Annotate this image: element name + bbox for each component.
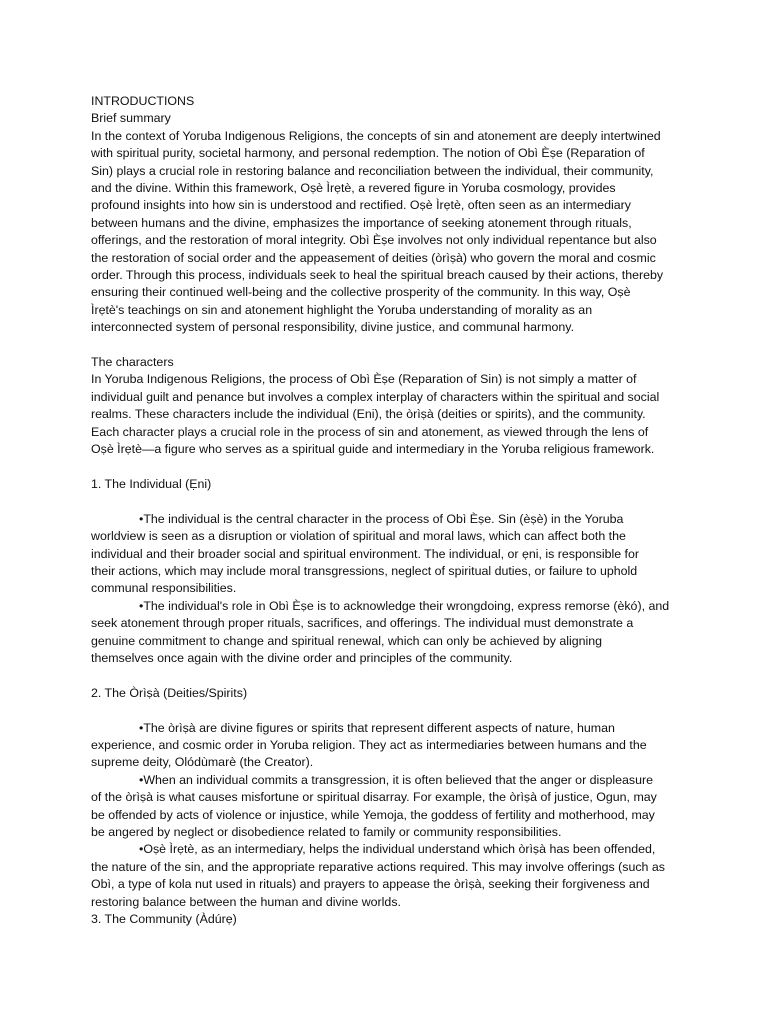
summary-line: offerings, and the restoration of moral integrity. Obì Èṣe involves not only individual repentance but also xyxy=(91,233,657,248)
summary-line: Sin) plays a crucial role in restoring balance and reconciliation between the individual, their community, xyxy=(91,163,654,178)
bullet-line: •The òrìṣà are divine figures or spirits that represent different aspects of nature, human xyxy=(139,720,615,735)
individual-bullet-2 xyxy=(91,598,691,668)
summary-paragraph xyxy=(91,128,691,337)
bullet-line: restoring balance between the human and divine worlds. xyxy=(91,894,401,909)
bullet-line: seek atonement through proper rituals, sacrifices, and offerings. The individual must demonstrate a xyxy=(91,616,634,631)
bullet-line: Obì, a type of kola nut used in rituals) and prayers to appease the òrìṣà, seeking their forgiveness and xyxy=(91,877,650,892)
summary-line: ensuring their continued well-being and the collective prosperity of the community. In this way, Oṣè xyxy=(91,285,631,300)
characters-heading: The characters xyxy=(91,355,174,370)
paragraph-spacer xyxy=(91,459,691,476)
characters-line: realms. These characters include the individual (Eni), the òrìṣà (deities or spirits), and the community. xyxy=(91,407,646,422)
orisa-bullet-2 xyxy=(91,772,691,842)
bullet-line: be angered by neglect or disobedience related to family or community responsibilities. xyxy=(91,824,562,839)
characters-line: Each character plays a crucial role in the process of sin and atonement, as viewed through the lens of xyxy=(91,424,649,439)
bullet-line: be offended by acts of violence or injustice, while Yemoja, the goddess of fertility and motherhood, may xyxy=(91,807,655,822)
characters-line: Oṣè Ìrẹtè—a figure who serves as a spiritual guide and intermediary in the Yoruba religious framework. xyxy=(91,442,655,457)
summary-line: with spiritual purity, societal harmony, and personal redemption. The notion of Obì Èṣe (Reparation of xyxy=(91,146,645,161)
paragraph-spacer xyxy=(91,667,691,684)
bullet-line: their actions, which may include moral transgressions, neglect of spiritual duties, or failure to uphold xyxy=(91,563,638,578)
individual-bullet-1 xyxy=(91,511,691,598)
summary-line: and the divine. Within this framework, Oṣè Ìrẹtè, a revered figure in Yoruba cosmology, provides xyxy=(91,181,616,196)
summary-line: order. Through this process, individuals seek to heal the spiritual breach caused by their actions, thereby xyxy=(91,268,664,283)
bullet-line: of the òrìṣà is what causes misfortune or spiritual disarray. For example, the òrìṣà of justice, Ogun, may xyxy=(91,790,657,805)
bullet-line: the nature of the sin, and the appropriate reparative actions required. This may involve offerings (such as xyxy=(91,859,665,874)
characters-line: In Yoruba Indigenous Religions, the process of Obì Èṣe (Reparation of Sin) is not simply a matter of xyxy=(91,372,637,387)
section-heading-community: 3. The Community (Àdúrẹ) xyxy=(91,912,237,927)
summary-line: profound insights into how sin is understood and rectified. Oṣè Ìrẹtè, often seen as an intermediary xyxy=(91,198,631,213)
bullet-line: supreme deity, Olódùmarè (the Creator). xyxy=(91,755,314,770)
paragraph-spacer xyxy=(91,337,691,354)
section-heading-individual: 1. The Individual (Ẹni) xyxy=(91,476,212,491)
bullet-line: genuine commitment to change and spiritual renewal, which can only be achieved by aligning xyxy=(91,633,603,648)
bullet-line: •When an individual commits a transgression, it is often believed that the anger or displeasure xyxy=(139,772,654,787)
bullet-line: worldview is seen as a disruption or violation of spiritual and moral laws, which can affect both the xyxy=(91,529,626,544)
bullet-line: •The individual's role in Obì Èṣe is to acknowledge their wrongdoing, express remorse (èkó), and xyxy=(139,598,670,613)
bullet-line: •Oṣè Ìrẹtè, as an intermediary, helps the individual understand which òrìṣà has been offended, xyxy=(139,842,656,857)
bullet-line: individual and their broader social and spiritual environment. The individual, or ẹni, is responsible for xyxy=(91,546,640,561)
paragraph-spacer xyxy=(91,493,691,510)
orisa-bullet-3 xyxy=(91,841,691,911)
orisa-bullet-1 xyxy=(91,720,691,772)
summary-line: interconnected system of personal responsibility, divine justice, and communal harmony. xyxy=(91,320,575,335)
bullet-line: •The individual is the central character in the process of Obì Èṣe. Sin (èṣè) in the Yoruba xyxy=(139,511,624,526)
section-heading-orisa: 2. The Òrìṣà (Deities/Spirits) xyxy=(91,685,248,700)
characters-line: individual guilt and penance but involves a complex interplay of characters within the spiritual and social xyxy=(91,389,660,404)
bullet-line: themselves once again with the divine order and principles of the community. xyxy=(91,650,513,665)
document-page xyxy=(91,93,691,928)
summary-line: between humans and the divine, emphasizes the importance of seeking atonement through rituals, xyxy=(91,215,632,230)
document-title: INTRODUCTIONS xyxy=(91,94,195,108)
summary-line: In the context of Yoruba Indigenous Religions, the concepts of sin and atonement are deeply intertwined xyxy=(91,128,661,143)
bullet-line: experience, and cosmic order in Yoruba religion. They act as intermediaries between humans and the xyxy=(91,737,647,752)
bullet-line: communal responsibilities. xyxy=(91,581,237,596)
characters-paragraph xyxy=(91,371,691,458)
document-subtitle: Brief summary xyxy=(91,111,171,126)
summary-line: Ìrẹtè's teachings on sin and atonement highlight the Yoruba understanding of morality as an xyxy=(91,302,593,317)
paragraph-spacer xyxy=(91,702,691,719)
summary-line: the restoration of social order and the appeasement of deities (òrìṣà) who govern the moral and cosmic xyxy=(91,250,656,265)
